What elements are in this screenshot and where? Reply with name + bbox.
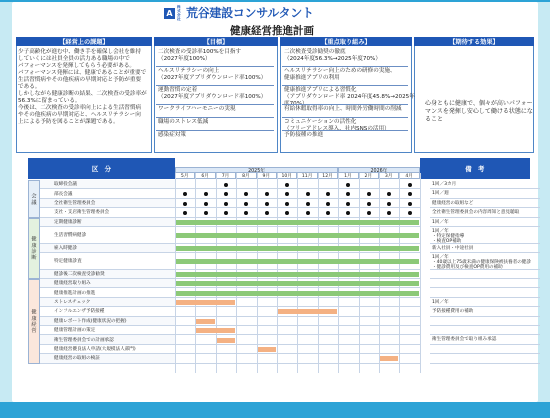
meeting-dot	[285, 183, 289, 187]
schedule-row-label: 健康経営の取組の検証	[40, 354, 175, 363]
actions-item	[284, 106, 401, 113]
month-header: 6月	[195, 173, 215, 179]
schedule-note	[430, 326, 540, 335]
goals-line: （2027年度100%）	[158, 56, 211, 62]
schedule-gantt	[28, 158, 542, 373]
schedule-note-line: 予防接種費用の補助	[432, 309, 474, 315]
month-header: 2月	[359, 173, 379, 179]
effects-box	[414, 37, 534, 153]
schedule-note	[430, 317, 540, 326]
issues-line: 56.3%に留まっている。	[18, 98, 81, 104]
schedule-note-line: 1回／3カ月	[432, 182, 457, 187]
actions-line: 健康推進アプリの利用	[284, 75, 340, 81]
schedule-bar	[176, 281, 419, 286]
issues-line: しかしながら健康診断の結果、二次検査の受診率が	[18, 91, 147, 97]
row-separator	[156, 117, 274, 118]
issues-line: 上による予防を図ることが課題である。	[18, 119, 119, 125]
schedule-note-line: ・健診費用及び検査OP費用の補助	[432, 265, 503, 270]
goals-item	[158, 49, 241, 63]
category-header: 区 分	[28, 158, 175, 179]
schedule-bar	[217, 338, 235, 343]
goals-line: 二次検査の受診率100%を目指す	[158, 49, 242, 55]
goals-line: ワークライフハーモニーの実現	[158, 106, 236, 112]
schedule-row-label: 雇入時健診	[40, 244, 175, 253]
schedule-bar	[380, 356, 398, 361]
row-separator	[156, 104, 274, 105]
schedule-row-cells	[175, 199, 420, 208]
schedule-bar	[176, 233, 419, 238]
issues-line: 今後は、二次検査の受診率向上による生活習慣病	[18, 105, 142, 111]
actions-item	[284, 132, 323, 139]
issues-line: である。	[18, 84, 41, 90]
meeting-dot	[326, 202, 330, 206]
issues-line: やその他疾病の早期対応と、ヘルスリテラシー向	[18, 112, 141, 118]
schedule-note-line: ・特定保健指導	[432, 234, 465, 239]
schedule-note-line: 1回／年	[432, 255, 449, 260]
schedule-note	[430, 208, 540, 217]
schedule-bar	[278, 309, 337, 314]
schedule-bar	[176, 272, 419, 277]
schedule-note-line: 1回／年	[432, 219, 449, 225]
schedule-row-label: インフルエンザ予防接種	[40, 307, 175, 316]
issues-text	[18, 49, 153, 126]
row-separator	[156, 66, 274, 67]
month-header: 11月	[297, 173, 317, 179]
actions-line: コミュニケーションの活性化	[284, 119, 357, 125]
year-2026: 2026年	[338, 167, 420, 173]
meeting-dot	[326, 211, 330, 215]
schedule-row-cells	[175, 189, 420, 198]
actions-line: 二次検査受診勧奨の徹底	[284, 49, 346, 55]
meeting-dot	[367, 211, 371, 215]
schedule-row-label: 支社・支店衛生管理委員会	[40, 208, 175, 217]
schedule-bar	[176, 291, 419, 296]
schedule-row-label: 生活習慣病健診	[40, 227, 175, 244]
schedule-note	[430, 244, 540, 253]
schedule-row-label: 健康レポート作成(健康状況の把握)	[40, 317, 175, 326]
effects-text: 心身ともに健康で、個々が高いパフォーマンスを発揮し安心して働ける状態になること	[425, 100, 533, 123]
schedule-bar	[258, 347, 276, 352]
schedule-note-line: 新入社員・中途社員	[432, 245, 474, 251]
schedule-bar	[196, 328, 235, 333]
actions-line: 予防接種の推進	[284, 132, 324, 138]
schedule-note-line: 1回／週	[432, 191, 449, 197]
schedule-bar	[176, 220, 419, 225]
schedule-row-label: 定期健康診断	[40, 218, 175, 227]
schedule-row-label: 健診後二次検査受診勧奨	[40, 270, 175, 279]
schedule-note	[430, 354, 540, 363]
month-gridline	[420, 173, 421, 373]
row-separator	[156, 85, 274, 86]
meeting-dot	[306, 211, 310, 215]
company-name: 荒谷建設コンサルタント	[186, 6, 314, 20]
goals-line: （2027年度アプリダウンロード率100%）	[158, 94, 267, 100]
schedule-row-cells	[175, 345, 420, 354]
schedule-bar	[176, 246, 419, 251]
schedule-row-label: 衛生管理委員会での計画承認	[40, 335, 175, 344]
issues-line: 少子高齢化が進む中、働き手を確保し会社を維持	[18, 49, 142, 55]
effects-header: 【期待する効果】	[414, 37, 534, 46]
row-separator	[282, 66, 408, 67]
actions-line: 健康推進アプリによる習慣化	[284, 87, 357, 93]
issues-line: パフォーマンス発揮には、健康であることが重要で	[18, 70, 147, 76]
meeting-dot	[408, 202, 412, 206]
goals-line: （2027年度アプリダウンロード率100%）	[158, 75, 267, 81]
schedule-row-cells	[175, 180, 420, 189]
schedule-note-line: 1回／年	[432, 299, 449, 305]
month-header: 3月	[379, 173, 399, 179]
schedule-note	[430, 199, 540, 208]
meeting-dot	[387, 202, 391, 206]
schedule-note	[430, 180, 540, 189]
schedule-note-line: ・検査OP補助	[432, 239, 462, 244]
goals-item	[158, 106, 236, 113]
actions-item	[284, 49, 381, 63]
schedule-note-line: ・40歳以上75歳未満の健康保険被扶養者の健診	[432, 260, 531, 265]
goals-item	[158, 87, 266, 101]
schedule-note	[430, 227, 540, 244]
schedule-row-label: 健康経営取り組み	[40, 279, 175, 288]
row-separator	[282, 85, 408, 86]
notes-header: 備 考	[420, 158, 530, 179]
meeting-dot	[408, 211, 412, 215]
meeting-dot	[204, 192, 208, 196]
schedule-row-cells	[175, 335, 420, 344]
schedule-row-label: 健康管理計画の策定	[40, 326, 175, 335]
schedule-row-label: 全社衛生管理委員会	[40, 199, 175, 208]
schedule-note	[430, 189, 540, 198]
month-header: 9月	[257, 173, 277, 179]
issues-line: していくには社員全員の活力ある職場の中で	[18, 56, 130, 62]
schedule-note	[430, 279, 540, 288]
goals-line: 運動習慣の定着	[158, 87, 198, 93]
month-header: 8月	[236, 173, 256, 179]
month-header: 5月	[175, 173, 195, 179]
row-separator	[282, 104, 408, 105]
goals-line: 職場のストレス低減	[158, 119, 209, 125]
schedule-row-cells	[175, 208, 420, 217]
schedule-note-line: 1回／年	[432, 229, 449, 234]
meeting-dot	[224, 202, 228, 206]
schedule-row-label: 特定健康診査	[40, 253, 175, 270]
meeting-dot	[183, 202, 187, 206]
schedule-note-line: 衛生管理委員会で取り組み承認	[432, 337, 497, 343]
meeting-dot	[306, 202, 310, 206]
schedule-note	[430, 270, 540, 279]
meeting-dot	[224, 183, 228, 187]
row-separator	[156, 130, 274, 131]
month-header: 7月	[216, 173, 236, 179]
meeting-dot	[367, 192, 371, 196]
month-header: 10月	[277, 173, 297, 179]
page-title: 健康経営推進計画	[230, 25, 314, 37]
schedule-note-line: 健康経営の取組など	[432, 200, 474, 206]
actions-line: 度70%）	[284, 101, 308, 107]
schedule-bar	[176, 259, 419, 264]
schedule-note	[430, 288, 540, 297]
actions-line: （2024年度56.3%→2025年度70%）	[284, 56, 381, 62]
actions-line: 有給休暇取得率の向上、時間外労働時間の削減	[284, 106, 402, 112]
meeting-dot	[265, 192, 269, 196]
schedule-note	[430, 307, 540, 316]
meeting-dot	[346, 202, 350, 206]
goals-line: 感染症対策	[158, 132, 186, 138]
month-header: 4月	[399, 173, 419, 179]
schedule-note	[430, 253, 540, 270]
actions-item	[284, 68, 396, 82]
bottom-band	[0, 402, 550, 418]
logo-sub: 株式会社	[177, 5, 181, 21]
actions-line: （フリーアドレス導入、社内SNSの活用）	[284, 126, 390, 132]
month-header: 12月	[318, 173, 338, 179]
meeting-dot	[224, 211, 228, 215]
issues-line: パフォーマンスを発揮してもらう必要がある。	[18, 63, 136, 69]
schedule-row-label: ストレスチェック	[40, 298, 175, 307]
group-label: 会議	[28, 180, 40, 218]
actions-line: ヘルスリテラシー向上のための研修の実施、	[284, 68, 396, 74]
goals-item	[158, 119, 208, 126]
meeting-dot	[306, 192, 310, 196]
document-sheet	[12, 2, 538, 402]
schedule-row-label: 健康経営優良法人申請(大規模法人部門)	[40, 345, 175, 354]
goals-line: ヘルスリテラシーの向上	[158, 68, 220, 74]
goals-item	[158, 132, 186, 139]
actions-line: （アプリダウンロード率 2024年度45.8%→2025年	[284, 94, 415, 100]
issues-line: 生活習慣病やその他疾病の早期対応と予防が重要	[18, 77, 142, 83]
actions-header: 【重点取り組み】	[280, 37, 412, 46]
schedule-bar	[176, 300, 235, 305]
meeting-dot	[265, 211, 269, 215]
schedule-row-label: 健康推進計画の推進	[40, 288, 175, 297]
meeting-dot	[204, 211, 208, 215]
meeting-dot	[265, 202, 269, 206]
schedule-note	[430, 218, 540, 227]
row-separator	[282, 117, 408, 118]
row-separator	[282, 130, 408, 131]
schedule-row-label: 取締役会議	[40, 180, 175, 189]
group-label: 健康経営	[28, 279, 40, 364]
schedule-row-label: 部長会議	[40, 189, 175, 198]
goals-item	[158, 68, 266, 82]
meeting-dot	[244, 202, 248, 206]
goals-header: 【目標】	[154, 37, 278, 46]
year-2025: 2025年	[175, 167, 338, 173]
schedule-note-line: 全社衛生管理委員会の内容周知と意見聴取	[432, 210, 520, 216]
meeting-dot	[285, 202, 289, 206]
issues-header: 【経営上の課題】	[16, 37, 152, 46]
company-logo	[164, 6, 314, 20]
meeting-dot	[408, 192, 412, 196]
meeting-dot	[408, 183, 412, 187]
schedule-bar	[196, 319, 214, 324]
schedule-note	[430, 335, 540, 344]
meeting-dot	[204, 202, 208, 206]
schedule-note	[430, 298, 540, 307]
schedule-note	[430, 345, 540, 354]
meeting-dot	[367, 202, 371, 206]
month-header: 1月	[338, 173, 358, 179]
group-label: 健康診断	[28, 218, 40, 279]
logo-mark: A	[164, 8, 175, 19]
